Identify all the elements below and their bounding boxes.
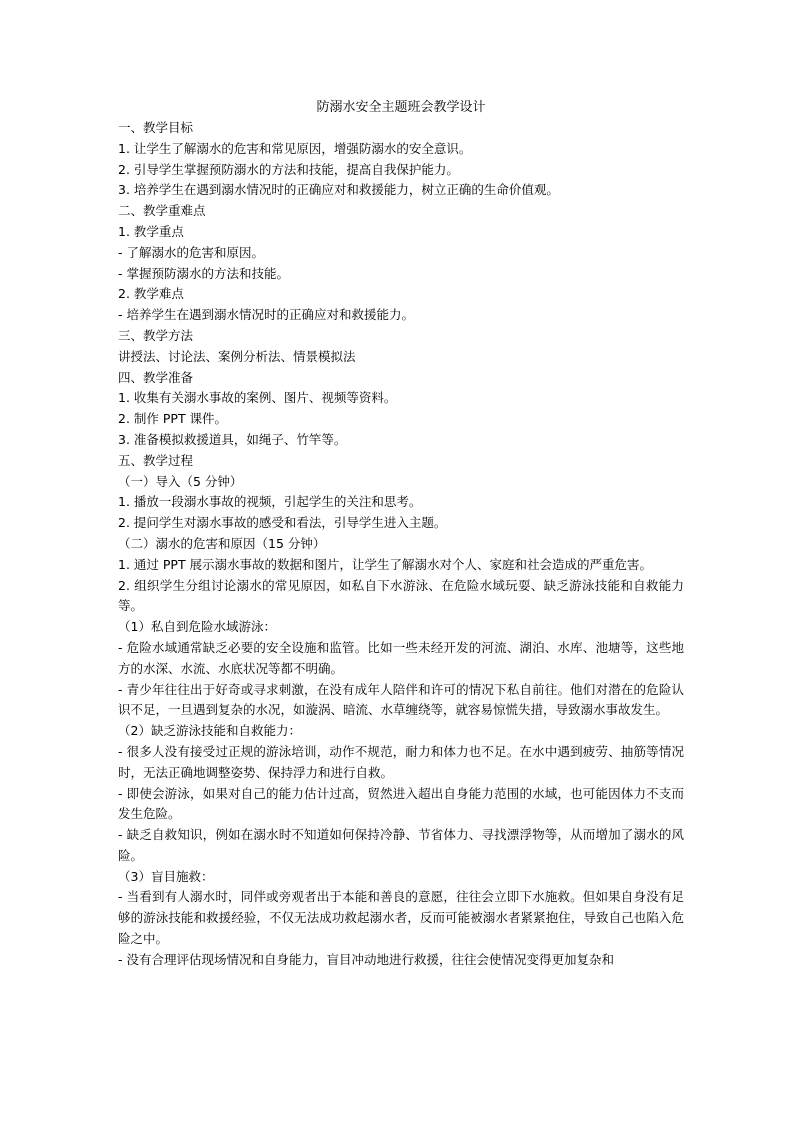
body-line: 1. 让学生了解溺水的危害和常见原因，增强防溺水的安全意识。	[118, 140, 472, 156]
body-line: 三、教学方法	[118, 327, 194, 343]
body-line: （2）缺乏游泳技能和自救能力：	[118, 723, 301, 739]
body-line: 3. 准备模拟救援道具，如绳子、竹竿等。	[118, 431, 347, 447]
document-body	[118, 118, 684, 971]
body-line: 1. 播放一段溺水事故的视频，引起学生的关注和思考。	[118, 494, 422, 510]
body-line: 四、教学准备	[118, 369, 194, 385]
body-line: 1. 收集有关溺水事故的案例、图片、视频等资料。	[118, 390, 397, 406]
body-paragraph: 1. 通过 PPT 展示溺水事故的数据和图片，让学生了解溺水对个人、家庭和社会造成的严重危害。	[118, 556, 653, 572]
body-line: （1）私自到危险水域游泳：	[118, 619, 276, 635]
body-line: 讲授法、讨论法、案例分析法、情景模拟法	[118, 348, 356, 364]
body-line: 2. 制作 PPT 课件。	[118, 411, 228, 427]
body-line: 2. 提问学生对溺水事故的感受和看法，引导学生进入主题。	[118, 515, 447, 531]
body-paragraph: - 危险水域通常缺乏必要的安全设施和监管。比如一些未经开发的河流、湖泊、水库、池塘等，这些地方的水深、水流、水底状况等都不明确。	[118, 639, 684, 676]
body-paragraph: - 当看到有人溺水时，同伴或旁观者出于本能和善良的意愿，往往会立即下水施救。但如果自身没有足够的游泳技能和救援经验，不仅无法成功救起溺水者，反而可能被溺水者紧紧抱住，导致自己也陷入危险之中。	[118, 889, 684, 947]
body-line: （二）溺水的危害和原因（15 分钟）	[118, 535, 326, 551]
body-paragraph: - 缺乏自救知识，例如在溺水时不知道如何保持冷静、节省体力、寻找漂浮物等，从而增加了溺水的风险。	[118, 827, 684, 863]
body-paragraph: - 很多人没有接受过正规的游泳培训，动作不规范，耐力和体力也不足。在水中遇到疲劳、抽筋等情况时，无法正确地调整姿势、保持浮力和进行自救。	[118, 743, 684, 780]
body-line: （一）导入（5 分钟）	[118, 473, 243, 489]
body-line: 一、教学目标	[118, 120, 194, 135]
body-line: - 培养学生在遇到溺水情况时的正确应对和救援能力。	[118, 307, 414, 323]
body-line: 1. 教学重点	[118, 223, 184, 239]
body-line: - 了解溺水的危害和原因。	[118, 244, 264, 260]
document-page	[118, 98, 684, 971]
body-line: - 掌握预防溺水的方法和技能。	[118, 265, 289, 281]
body-line: 2. 教学难点	[118, 286, 184, 302]
body-line: 2. 引导学生掌握预防溺水的方法和技能，提高自我保护能力。	[118, 161, 459, 177]
body-paragraph: - 即使会游泳，如果对自己的能力估计过高，贸然进入超出自身能力范围的水域，也可能因体力不支而发生危险。	[118, 785, 684, 822]
body-paragraph: 2. 组织学生分组讨论溺水的常见原因，如私自下水游泳、在危险水域玩耍、缺乏游泳技能和自救能力等。	[118, 577, 684, 614]
document-title: 防溺水安全主题班会教学设计	[316, 100, 486, 115]
body-line: - 没有合理评估现场情况和自身能力，盲目冲动地进行救援，往往会使情况变得更加复杂和	[118, 951, 614, 967]
body-line: 二、教学重难点	[118, 203, 206, 219]
body-line: 3. 培养学生在遇到溺水情况时的正确应对和救援能力，树立正确的生命价值观。	[118, 182, 559, 198]
body-paragraph: - 青少年往往出于好奇或寻求刺激，在没有成年人陪伴和许可的情况下私自前往。他们对潜在的危险认识不足，一旦遇到复杂的水况，如漩涡、暗流、水草缠绕等，就容易惊慌失措，导致溺水事故发生。	[118, 681, 684, 718]
body-line: （3）盲目施救：	[118, 868, 214, 884]
body-line: 五、教学过程	[118, 452, 194, 468]
